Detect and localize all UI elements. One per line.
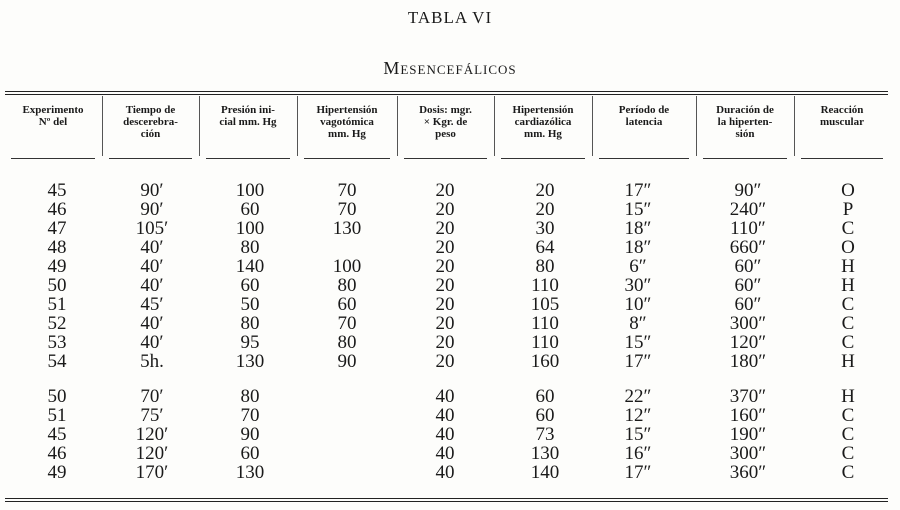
cell-reaccion: C [841,462,855,483]
cell-hip-vagotomica: 80 [337,332,357,353]
cell-tiempo: 5h. [140,351,164,372]
cell-dosis: 40 [435,424,455,445]
cell-dosis: 20 [435,199,455,220]
cell-latencia: 15″ [624,332,652,353]
cell-dosis: 20 [435,275,455,296]
cell-hip-cardiazolica: 130 [530,443,560,464]
cell-reaccion: C [841,443,855,464]
cell-latencia: 18″ [624,218,652,239]
cell-latencia: 30″ [624,275,652,296]
cell-presion: 95 [240,332,260,353]
column-divider [102,96,103,156]
cell-duracion: 60″ [734,294,762,315]
cell-presion: 60 [240,275,260,296]
col-header-reaccion: Reacción muscular [795,104,889,156]
cell-latencia: 17″ [624,351,652,372]
col-header-experimento: Experimento Nº del [5,104,101,156]
cell-duracion: 360″ [729,462,767,483]
col-header-hip-cardiazolica: Hipertensión cardiazólica mm. Hg [495,104,591,156]
cell-tiempo: 40′ [140,313,164,334]
cell-reaccion: C [841,424,855,445]
cell-latencia: 16″ [624,443,652,464]
cell-tiempo: 90′ [140,180,164,201]
cell-dosis: 40 [435,405,455,426]
cell-presion: 60 [240,443,260,464]
cell-reaccion: C [841,405,855,426]
cell-duracion: 190″ [729,424,767,445]
cell-presion: 60 [240,199,260,220]
cell-experimento: 50 [47,386,67,407]
cell-hip-vagotomica: 70 [337,180,357,201]
cell-hip-vagotomica: 70 [337,313,357,334]
cell-hip-cardiazolica: 110 [531,332,559,353]
cell-hip-vagotomica [307,406,387,425]
cell-hip-cardiazolica: 20 [535,180,555,201]
cell-dosis: 20 [435,237,455,258]
col-header-duracion: Duración de la hiperten- sión [697,104,793,156]
cell-latencia: 15″ [624,199,652,220]
cell-latencia: 18″ [624,237,652,258]
table-title: TABLA VI [407,8,493,27]
cell-tiempo: 70′ [140,386,164,407]
cell-tiempo: 170′ [135,462,169,483]
cell-hip-vagotomica [307,387,387,406]
cell-duracion: 60″ [734,256,762,277]
cell-experimento: 50 [47,275,67,296]
cell-hip-vagotomica: 80 [337,275,357,296]
cell-dosis: 20 [435,218,455,239]
cell-presion: 90 [240,424,260,445]
cell-latencia: 8″ [629,313,647,334]
cell-dosis: 40 [435,386,455,407]
col-header-hip-vagotomica: Hipertensión vagotómica mm. Hg [298,104,396,156]
cell-hip-vagotomica: 70 [337,199,357,220]
cell-duracion: 660″ [729,237,767,258]
cell-duracion: 240″ [729,199,767,220]
cell-presion: 80 [240,237,260,258]
cell-hip-cardiazolica: 64 [535,237,555,258]
cell-experimento: 49 [47,256,67,277]
cell-hip-vagotomica: 90 [337,351,357,372]
cell-dosis: 20 [435,256,455,277]
cell-duracion: 60″ [734,275,762,296]
cell-tiempo: 90′ [140,199,164,220]
cell-hip-cardiazolica: 160 [530,351,560,372]
cell-dosis: 40 [435,462,455,483]
cell-reaccion: H [841,256,855,277]
cell-presion: 130 [235,462,265,483]
column-divider [696,96,697,156]
cell-tiempo: 40′ [140,275,164,296]
column-divider [397,96,398,156]
cell-hip-cardiazolica: 80 [535,256,555,277]
cell-presion: 70 [240,405,260,426]
cell-latencia: 10″ [624,294,652,315]
cell-duracion: 120″ [729,332,767,353]
cell-hip-cardiazolica: 140 [530,462,560,483]
cell-latencia: 15″ [624,424,652,445]
cell-experimento: 46 [47,199,67,220]
cell-tiempo: 105′ [135,218,169,239]
cell-latencia: 17″ [624,462,652,483]
cell-tiempo: 45′ [140,294,164,315]
cell-duracion: 160″ [729,405,767,426]
cell-tiempo: 120′ [135,424,169,445]
cell-latencia: 22″ [624,386,652,407]
cell-dosis: 20 [435,351,455,372]
table-subtitle: Mesencefálicos [383,58,517,78]
cell-reaccion: C [841,313,855,334]
col-header-presion: Presión ini- cial mm. Hg [200,104,296,156]
cell-hip-cardiazolica: 20 [535,199,555,220]
cell-duracion: 90″ [734,180,762,201]
cell-dosis: 20 [435,313,455,334]
cell-tiempo: 40′ [140,332,164,353]
column-divider [592,96,593,156]
cell-latencia: 6″ [629,256,647,277]
cell-hip-vagotomica [307,444,387,463]
cell-hip-cardiazolica: 110 [531,313,559,334]
cell-duracion: 300″ [729,313,767,334]
cell-experimento: 49 [47,462,67,483]
cell-reaccion: P [842,199,854,220]
cell-presion: 50 [240,294,260,315]
cell-hip-vagotomica [307,238,387,257]
cell-experimento: 46 [47,443,67,464]
cell-hip-cardiazolica: 73 [535,424,555,445]
cell-hip-vagotomica: 60 [337,294,357,315]
cell-presion: 130 [235,351,265,372]
column-divider [794,96,795,156]
cell-presion: 100 [235,180,265,201]
cell-dosis: 20 [435,294,455,315]
cell-experimento: 45 [47,180,67,201]
cell-experimento: 52 [47,313,67,334]
cell-duracion: 370″ [729,386,767,407]
cell-presion: 140 [235,256,265,277]
cell-dosis: 20 [435,332,455,353]
cell-hip-vagotomica [307,425,387,444]
cell-hip-cardiazolica: 60 [535,405,555,426]
cell-hip-cardiazolica: 105 [530,294,560,315]
cell-reaccion: O [841,180,855,201]
top-rule-double [5,94,888,95]
cell-reaccion: C [841,332,855,353]
col-header-latencia: Período de latencia [593,104,695,156]
cell-hip-cardiazolica: 60 [535,386,555,407]
column-divider [199,96,200,156]
cell-tiempo: 120′ [135,443,169,464]
col-header-dosis: Dosis: mgr. × Kgr. de peso [398,104,493,156]
cell-tiempo: 40′ [140,237,164,258]
cell-experimento: 51 [47,294,67,315]
cell-reaccion: H [841,386,855,407]
cell-hip-vagotomica: 130 [332,218,362,239]
cell-latencia: 12″ [624,405,652,426]
cell-tiempo: 40′ [140,256,164,277]
cell-experimento: 48 [47,237,67,258]
bottom-rule-double [5,501,888,502]
cell-hip-vagotomica: 100 [332,256,362,277]
cell-dosis: 40 [435,443,455,464]
cell-experimento: 53 [47,332,67,353]
cell-hip-cardiazolica: 30 [535,218,555,239]
cell-presion: 100 [235,218,265,239]
top-rule [5,91,888,92]
cell-latencia: 17″ [624,180,652,201]
column-divider [494,96,495,156]
col-header-tiempo: Tiempo de descerebra- ción [103,104,198,156]
cell-hip-cardiazolica: 110 [531,275,559,296]
cell-duracion: 110″ [730,218,766,239]
bottom-rule [5,498,888,499]
column-divider [297,96,298,156]
cell-experimento: 54 [47,351,67,372]
cell-reaccion: C [841,294,855,315]
cell-reaccion: O [841,237,855,258]
cell-reaccion: H [841,275,855,296]
cell-duracion: 180″ [729,351,767,372]
cell-duracion: 300″ [729,443,767,464]
cell-reaccion: C [841,218,855,239]
cell-experimento: 45 [47,424,67,445]
cell-reaccion: H [841,351,855,372]
cell-dosis: 20 [435,180,455,201]
cell-hip-vagotomica [307,463,387,482]
cell-experimento: 47 [47,218,67,239]
cell-tiempo: 75′ [140,405,164,426]
cell-experimento: 51 [47,405,67,426]
cell-presion: 80 [240,313,260,334]
cell-presion: 80 [240,386,260,407]
